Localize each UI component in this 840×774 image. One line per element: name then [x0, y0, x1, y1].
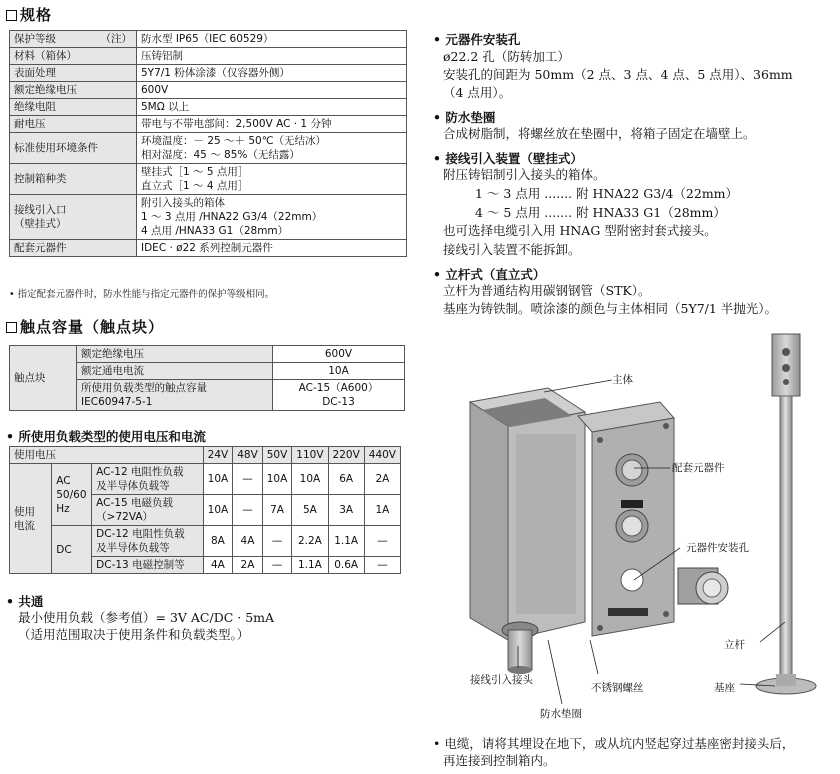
spec-row	[10, 133, 407, 164]
spec-label: （注） 保护等级	[10, 31, 137, 48]
load-current-value: —	[364, 526, 400, 557]
spec-label: 耐电压	[10, 116, 137, 133]
spec-label: 配套元器件	[10, 240, 137, 257]
load-current-value: 0.6A	[328, 557, 364, 574]
spec-value: 5MΩ 以上	[137, 99, 407, 116]
load-current-value: 1A	[364, 495, 400, 526]
load-type: DC-12 电阻性负载 及半导体负载等	[92, 526, 203, 557]
load-current-value: —	[364, 557, 400, 574]
spec-label: 绝缘电阻	[10, 99, 137, 116]
pole-line2: 基座为铸铁制。喷涂漆的颜色与主体相同（5Y7/1 半抛光）。	[443, 301, 778, 316]
load-title: • 所使用负载类型的使用电压和电流	[6, 429, 206, 444]
spec-row	[10, 116, 407, 133]
voltage-column-header: 220V	[328, 447, 364, 464]
load-current-value: 8A	[203, 526, 233, 557]
entry-title: • 接线引入装置（壁挂式）	[433, 151, 583, 166]
current-label: 使用 电流	[10, 464, 52, 574]
pole-line1: 立杆为普通结构用碳钢钢管（STK）。	[443, 283, 651, 298]
common-title: • 共通	[6, 594, 44, 609]
spec-table	[9, 30, 407, 257]
spec-label: 材料（箱体）	[10, 48, 137, 65]
label-mount-hole: 元器件安装孔	[686, 542, 749, 554]
load-current-value: 2A	[364, 464, 400, 495]
contact-group-label: 触点块	[10, 346, 77, 411]
load-type: DC-13 电磁控制等	[92, 557, 203, 574]
load-row	[10, 526, 401, 557]
entry-line1: 附压铸铝制引入接头的箱体。	[443, 167, 606, 182]
spec-label: 控制箱种类	[10, 164, 137, 195]
spec-value: 600V	[137, 82, 407, 99]
load-current-value: 7A	[262, 495, 292, 526]
load-current-value: 2A	[233, 557, 263, 574]
spec-value: 压铸铝制	[137, 48, 407, 65]
ac-label: AC 50/60 Hz	[52, 464, 92, 526]
spec-row	[10, 48, 407, 65]
entry-line2: 1 ～ 3 点用 ....... 附 HNA22 G3/4（22mm）	[475, 186, 739, 201]
contact-heading	[6, 316, 164, 337]
contact-row	[10, 346, 405, 363]
load-current-value: —	[262, 557, 292, 574]
spec-row	[10, 31, 407, 48]
load-current-value: —	[233, 495, 263, 526]
label-screw: 不锈钢螺丝	[591, 682, 644, 694]
enclosure-body	[470, 388, 585, 674]
load-current-value: 4A	[233, 526, 263, 557]
load-type: AC-15 电磁负载 （>72VA）	[92, 495, 203, 526]
load-current-value: 10A	[203, 464, 233, 495]
contact-table	[9, 345, 405, 411]
spec-row	[10, 99, 407, 116]
pole-title: • 立杆式（直立式）	[433, 267, 546, 282]
product-illustration	[430, 322, 840, 730]
mount-hole-line3: （4 点用）。	[443, 85, 512, 100]
load-current-value: 10A	[203, 495, 233, 526]
common-line1: 最小使用负载（参考值）= 3V AC/DC · 5mA	[18, 610, 275, 625]
label-gasket: 防水垫圈	[540, 708, 582, 720]
enclosure-cover	[578, 402, 674, 636]
load-current-value: 2.2A	[292, 526, 328, 557]
checkbox-square-icon	[6, 322, 17, 333]
spec-value: 环境温度：－ 25 ～＋ 50℃（无结冰） 相对湿度：45 ～ 85%（无结露）	[137, 133, 407, 164]
dc-label: DC	[52, 526, 92, 574]
common-line2: （适用范围取决于使用条件和负载类型。）	[18, 627, 250, 642]
voltage-header: 使用电压	[10, 447, 204, 464]
checkbox-square-icon	[6, 10, 17, 21]
contact-value: 10A	[273, 363, 405, 380]
load-table	[9, 446, 401, 574]
spec-label: 标准使用环境条件	[10, 133, 137, 164]
contact-title: 触点容量（触点块）	[20, 318, 165, 336]
spec-value: 5Y7/1 粉体涂漆（仅容器外侧）	[137, 65, 407, 82]
cable-note-line2: 再连接到控制箱内。	[443, 753, 556, 768]
mount-hole-line1: ø22.2 孔（防转加工）	[443, 49, 570, 64]
loose-component	[678, 568, 728, 604]
contact-value: AC-15（A600） DC-13	[273, 380, 405, 411]
contact-label: 额定绝缘电压	[77, 346, 273, 363]
spec-value: 壁挂式［1 ～ 5 点用］ 直立式［1 ～ 4 点用］	[137, 164, 407, 195]
spec-value: IDEC · ø22 系列控制元器件	[137, 240, 407, 257]
contact-label: 所使用负载类型的触点容量 IEC60947-5-1	[77, 380, 273, 411]
label-base: 基座	[714, 682, 735, 694]
spec-value: 防水型 IP65（IEC 60529）	[137, 31, 407, 48]
gasket-title: • 防水垫圈	[433, 110, 496, 125]
voltage-column-header: 440V	[364, 447, 400, 464]
spec-note: • 指定配套元器件时，防水性能与指定元器件的保护等级相同。	[9, 289, 275, 300]
label-pole: 立杆	[724, 639, 745, 651]
spec-row	[10, 82, 407, 99]
label-component: 配套元器件	[672, 462, 725, 474]
load-current-value: 6A	[328, 464, 364, 495]
load-current-value: 3A	[328, 495, 364, 526]
spec-label: 表面处理	[10, 65, 137, 82]
spec-value: 附引入接头的箱体 1 ～ 3 点用 /HNA22 G3/4（22mm） 4 点用 /HNA33 G1（28mm）	[137, 195, 407, 240]
mount-hole-line2: 安装孔的间距为 50mm（2 点、3 点、4 点、5 点用）、36mm	[443, 67, 793, 82]
load-current-value: 4A	[203, 557, 233, 574]
spec-label: 额定绝缘电压	[10, 82, 137, 99]
label-body: 主体	[612, 374, 633, 386]
cable-note-line1: • 电缆，请将其埋设在地下，或从坑内竖起穿过基座密封接头后，	[433, 736, 795, 751]
spec-row	[10, 164, 407, 195]
load-current-value: —	[233, 464, 263, 495]
entry-line5: 接线引入装置不能拆卸。	[443, 242, 581, 257]
load-current-value: 1.1A	[328, 526, 364, 557]
load-current-value: 5A	[292, 495, 328, 526]
spec-row	[10, 240, 407, 257]
gasket-line1: 合成树脂制，将螺丝放在垫圈中，将箱子固定在墙壁上。	[443, 126, 756, 141]
voltage-column-header: 48V	[233, 447, 263, 464]
spec-row	[10, 65, 407, 82]
load-header-row	[10, 447, 401, 464]
contact-label: 额定通电电流	[77, 363, 273, 380]
voltage-column-header: 24V	[203, 447, 233, 464]
voltage-column-header: 50V	[262, 447, 292, 464]
load-current-value: —	[262, 526, 292, 557]
contact-value: 600V	[273, 346, 405, 363]
load-current-value: 10A	[292, 464, 328, 495]
spec-label-note: （注）	[100, 33, 132, 45]
spec-heading	[6, 4, 52, 25]
spec-row	[10, 195, 407, 240]
label-entry-connector: 接线引入接头	[470, 674, 533, 686]
spec-label: 接线引入口 （壁挂式）	[10, 195, 137, 240]
entry-line3: 4 ～ 5 点用 ....... 附 HNA33 G1（28mm）	[475, 205, 726, 220]
spec-title: 规格	[20, 6, 53, 24]
spec-value: 带电与不带电部间：2,500V AC · 1 分钟	[137, 116, 407, 133]
mount-hole-title: • 元器件安装孔	[433, 32, 521, 47]
entry-line4: 也可选择电缆引入用 HNAG 型附密封套式接头。	[443, 223, 717, 238]
load-current-value: 10A	[262, 464, 292, 495]
load-row	[10, 464, 401, 495]
pole-stand	[756, 334, 816, 694]
load-current-value: 1.1A	[292, 557, 328, 574]
load-type: AC-12 电阻性负载 及半导体负载等	[92, 464, 203, 495]
voltage-column-header: 110V	[292, 447, 328, 464]
